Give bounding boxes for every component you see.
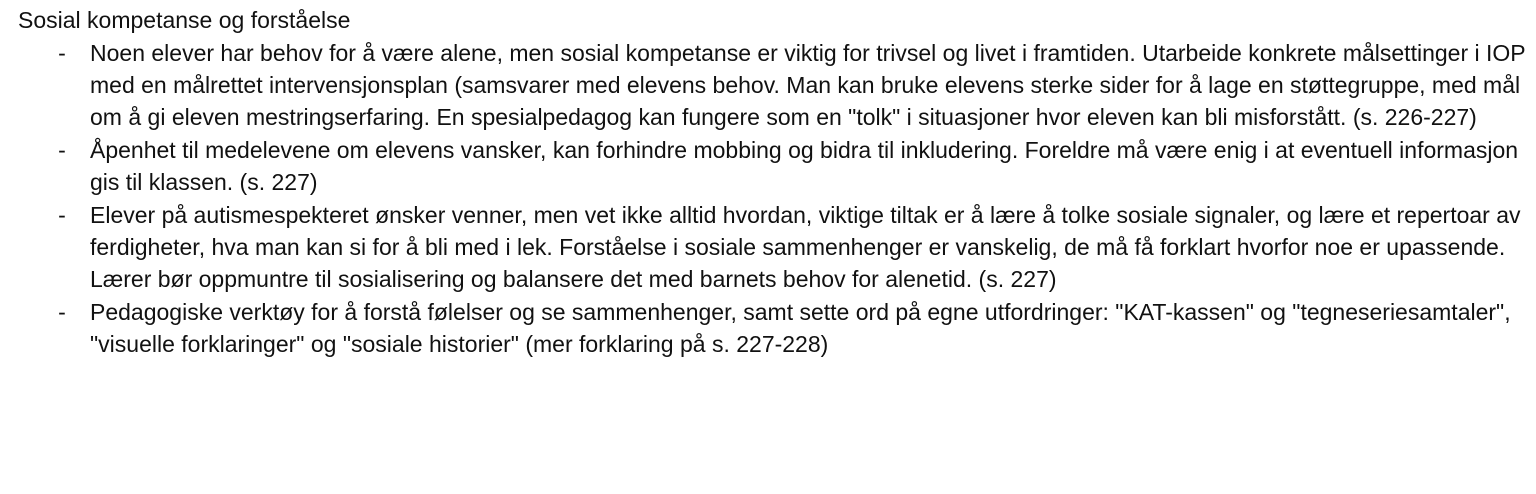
list-item-text: Noen elever har behov for å være alene, men sosial kompetanse er viktig for trivsel og livet i framtiden. Utarbeide konkrete målsettinger i IOP med en målrettet intervensjonsplan (samsvarer med elevens behov. Man kan bruke elevens sterke sider for å lage en støttegruppe, med mål om å gi eleven mestringserfaring. En spesialpedagog kan fungere som en "tolk" i situasjoner hvor eleven kan bli misforstått. (s. 226-227) <box>90 40 1526 130</box>
list-item <box>18 296 1526 360</box>
list-item <box>18 199 1526 295</box>
list-item <box>18 134 1526 198</box>
bullet-list <box>18 37 1526 360</box>
list-item-text: Pedagogiske verktøy for å forstå følelser og se sammenhenger, samt sette ord på egne utfordringer: "KAT-kassen" og "tegneseriesamtaler", "visuelle forklaringer" og "sosiale historier" (mer forklaring på s. 227-228) <box>90 299 1511 357</box>
bullet-dash-icon: - <box>58 137 66 163</box>
bullet-dash-icon: - <box>58 40 66 66</box>
list-item-text: Åpenhet til medelevene om elevens vansker, kan forhindre mobbing og bidra til inkludering. Foreldre må være enig i at eventuell informasjon gis til klassen. (s. 227) <box>90 137 1519 195</box>
section-heading: Sosial kompetanse og forståelse <box>18 7 351 33</box>
bullet-dash-icon: - <box>58 299 66 325</box>
document-body <box>18 4 1526 360</box>
list-item-text: Elever på autismespekteret ønsker venner, men vet ikke alltid hvordan, viktige tiltak er å lære å tolke sosiale signaler, og lære et repertoar av ferdigheter, hva man kan si for å bli med i lek. Forståelse i sosiale sammenhenger er vanskelig, de må få forklart hvorfor noe er upassende. Lærer bør oppmuntre til sosialisering og balansere det med barnets behov for alenetid. (s. 227) <box>90 202 1521 292</box>
list-item <box>18 37 1526 133</box>
bullet-dash-icon: - <box>58 202 66 228</box>
